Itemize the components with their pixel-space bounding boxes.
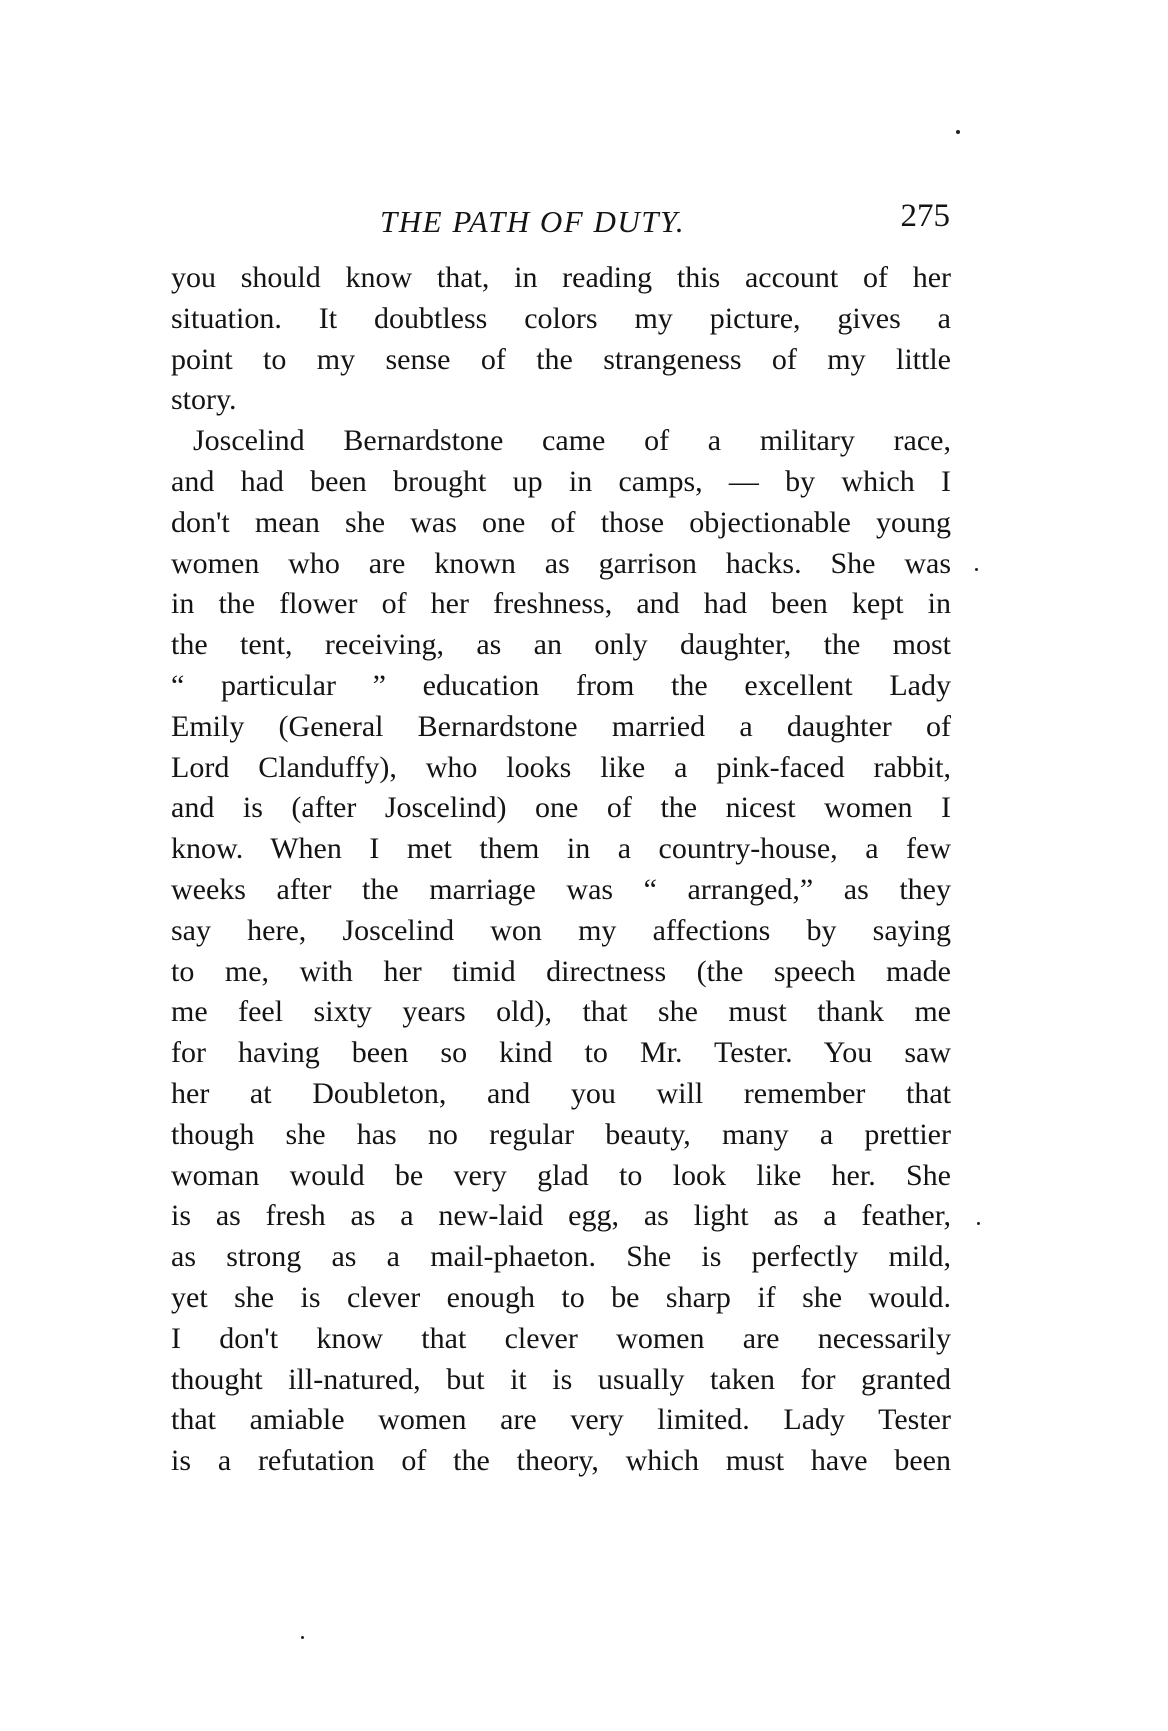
text-line: is as fresh as a new-laid egg, as light as a feather, [171,1199,951,1233]
ink-speck [956,130,960,134]
text-line: Emily (General Bernardstone married a daughter of [171,709,951,743]
text-line: and had been brought up in camps, — by which I [171,464,951,498]
ink-speck [301,1636,304,1639]
text-line: the tent, receiving, as an only daughter, the most [171,628,951,662]
text-line: I don't know that clever women are necessarily [171,1321,951,1355]
running-title: THE PATH OF DUTY. [380,204,686,239]
text-line: story. [171,383,237,417]
text-line: me feel sixty years old), that she must thank me [171,995,951,1029]
text-line: weeks after the marriage was “ arranged,” as they [171,872,951,906]
text-line: you should know that, in reading this account of her [171,261,951,294]
ink-speck [977,1222,980,1225]
text-line: her at Doubleton, and you will remember that [171,1076,951,1110]
body-text [171,258,951,1482]
text-line: is a refutation of the theory, which must have been [171,1444,951,1478]
ink-speck [975,568,978,571]
text-line: thought ill-natured, but it is usually taken for granted [171,1362,951,1396]
text-line: “ particular ” education from the excellent Lady [171,668,951,702]
text-line: as strong as a mail-phaeton. She is perfectly mild, [171,1240,951,1274]
text-line: woman would be very glad to look like her. She [171,1158,951,1192]
text-line: though she has no regular beauty, many a prettier [171,1117,951,1151]
text-line: point to my sense of the strangeness of my little [171,342,951,376]
text-line: don't mean she was one of those objectionable young [171,505,951,539]
running-head [170,198,950,244]
text-line: Joscelind Bernardstone came of a military race, [193,424,951,458]
text-line: situation. It doubtless colors my picture, gives a [171,301,951,335]
text-line: yet she is clever enough to be sharp if she would. [171,1280,951,1314]
text-line: for having been so kind to Mr. Tester. You saw [171,1036,951,1070]
text-line: know. When I met them in a country-house, a few [171,832,951,866]
text-line: to me, with her timid directness (the speech made [171,954,951,988]
text-line: and is (after Joscelind) one of the nicest women I [171,791,951,825]
page-number: 275 [900,198,950,234]
text-line: women who are known as garrison hacks. She was [171,546,951,580]
text-line: in the flower of her freshness, and had been kept in [171,587,951,621]
text-line: say here, Joscelind won my affections by saying [171,913,951,947]
text-line: that amiable women are very limited. Lady Tester [171,1403,951,1437]
text-line: Lord Clanduffy), who looks like a pink-faced rabbit, [171,750,951,784]
